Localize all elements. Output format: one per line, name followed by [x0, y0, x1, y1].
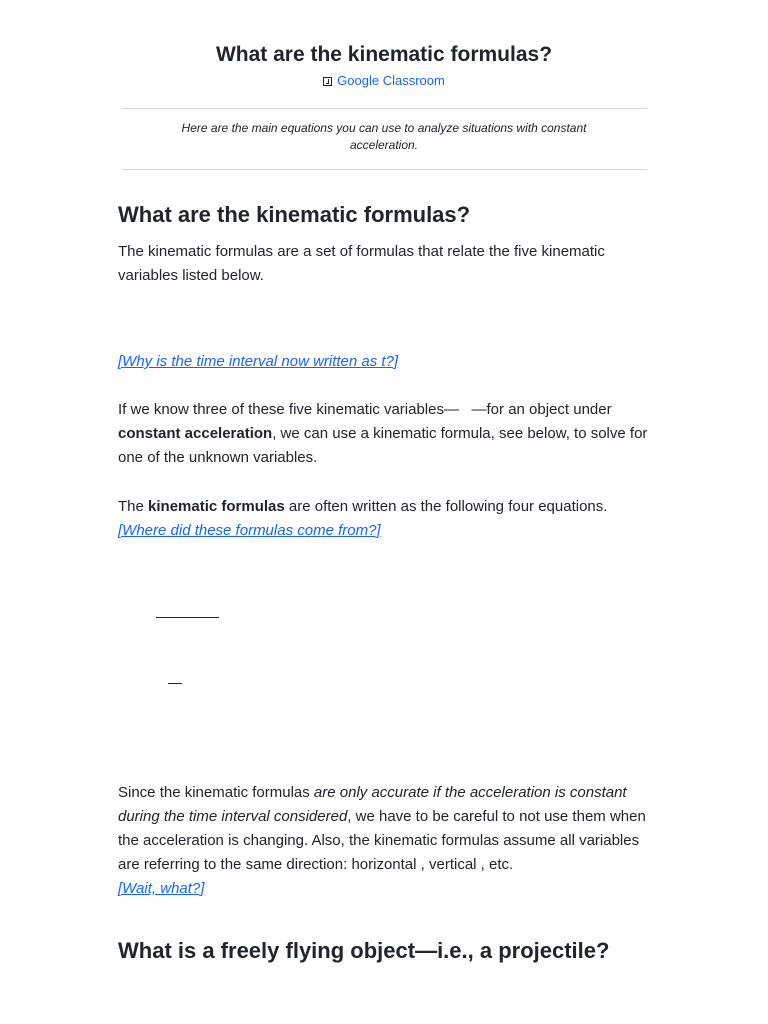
link-wait-what[interactable]: [Wait, what?]	[118, 880, 205, 897]
section-heading-kinematic-formulas: What are the kinematic formulas?	[118, 202, 471, 227]
text-four-equations-b: are often written as the following four equations.	[284, 498, 608, 515]
intro-divider-top	[122, 108, 647, 109]
text-four-equations-a: The	[118, 498, 149, 515]
paragraph-four-equations	[118, 495, 652, 543]
text-kinematic-formulas: kinematic formulas	[148, 498, 285, 515]
link-formula-origin[interactable]: [Where did these formulas come from?]	[118, 522, 381, 539]
text-warning-b: , we have to be careful to not use them when the acceleration is changing. Also, the kinematic formulas assume all variables are referring to the same direction: horizontal , vertical , etc.	[118, 808, 646, 873]
google-classroom-icon	[323, 77, 332, 86]
text-constant-acceleration: constant acceleration	[118, 425, 273, 442]
google-classroom-share[interactable]	[0, 72, 768, 90]
text-warning-a: Since the kinematic formulas	[118, 784, 314, 801]
page-title: What are the kinematic formulas?	[215, 43, 553, 66]
text-warning-italic: are only accurate if the acceleration is constant during the time interval considered	[118, 784, 627, 825]
intro-divider-bottom	[122, 169, 647, 170]
paragraph-constant-acceleration-warning	[118, 781, 652, 901]
paragraph-three-variables	[118, 398, 652, 470]
text-three-variables-c: , we can use a kinematic formula, see below, to solve for one of the unknown variables.	[118, 425, 648, 466]
link-time-interval[interactable]: [Why is the time interval now written as t?]	[118, 353, 399, 370]
text-three-variables-b: —for an object under	[471, 401, 612, 418]
equation-fraction-bar-small	[168, 683, 182, 684]
google-classroom-link[interactable]: Google Classroom	[337, 73, 445, 88]
link-line-time-interval	[118, 350, 398, 374]
equation-fraction-bar	[156, 617, 219, 618]
article-intro: Here are the main equations you can use to analyze situations with constant acceleration.	[181, 121, 587, 152]
paragraph-intro: The kinematic formulas are a set of formulas that relate the five kinematic variables listed below.	[118, 243, 605, 284]
text-three-variables-a: If we know three of these five kinematic variables—	[118, 401, 459, 418]
section-heading-projectile: What is a freely flying object—i.e., a projectile?	[118, 938, 610, 963]
